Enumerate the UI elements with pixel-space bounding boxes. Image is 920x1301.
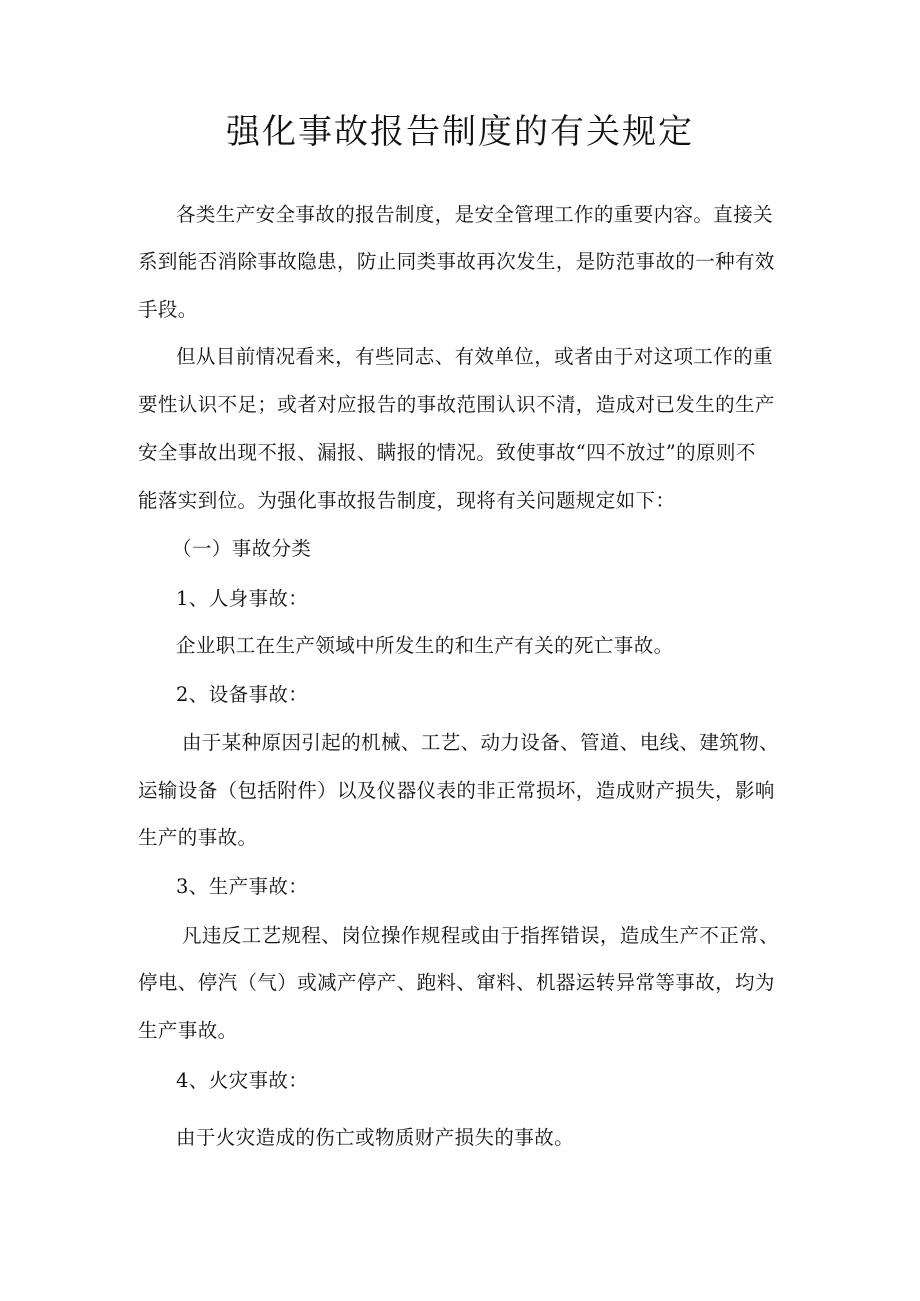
paragraph-1-line-3: 手段。 xyxy=(138,298,198,321)
item-2-line-3: 生产的事故。 xyxy=(138,826,258,849)
item-1-body: 企业职工在生产领域中所发生的和生产有关的死亡事故。 xyxy=(176,634,674,657)
paragraph-1-line-1: 各类生产安全事故的报告制度，是安全管理工作的重要内容。直接关 xyxy=(176,203,774,226)
item-3-line-3: 生产事故。 xyxy=(138,1019,238,1042)
item-2-heading: 2、设备事故： xyxy=(176,683,309,706)
item-3-line-1: 凡违反工艺规程、岗位操作规程或由于指挥错误，造成生产不正常、 xyxy=(182,924,780,947)
item-1-heading: 1、人身事故： xyxy=(176,587,309,610)
paragraph-2-line-3: 安全事故出现不报、漏报、瞒报的情况。致使事故“四不放过”的原则不 xyxy=(138,441,756,464)
item-3-line-2: 停电、停汽（气）或减产停产、跑料、窜料、机器运转异常等事故，均为 xyxy=(138,971,775,994)
item-2-line-2: 运输设备（包括附件）以及仪器仪表的非正常损坏，造成财产损失，影响 xyxy=(138,779,775,802)
section-heading-accident-classification: （一）事故分类 xyxy=(172,537,312,560)
paragraph-2-line-1: 但从目前情况看来，有些同志、有效单位，或者由于对这项工作的重 xyxy=(176,345,774,368)
paragraph-2-line-4: 能落实到位。为强化事故报告制度，现将有关问题规定如下： xyxy=(138,489,676,512)
item-4-heading: 4、火灾事故： xyxy=(176,1069,309,1092)
paragraph-1-line-2: 系到能否消除事故隐患，防止同类事故再次发生，是防范事故的一种有效 xyxy=(138,250,775,273)
page-title: 强化事故报告制度的有关规定 xyxy=(226,112,694,152)
item-4-body: 由于火灾造成的伤亡或物质财产损失的事故。 xyxy=(176,1126,575,1149)
paragraph-2-line-2: 要性认识不足；或者对应报告的事故范围认识不清，造成对已发生的生产 xyxy=(138,393,775,416)
item-2-line-1: 由于某种原因引起的机械、工艺、动力设备、管道、电线、建筑物、 xyxy=(182,731,780,754)
item-3-heading: 3、生产事故： xyxy=(176,875,309,898)
